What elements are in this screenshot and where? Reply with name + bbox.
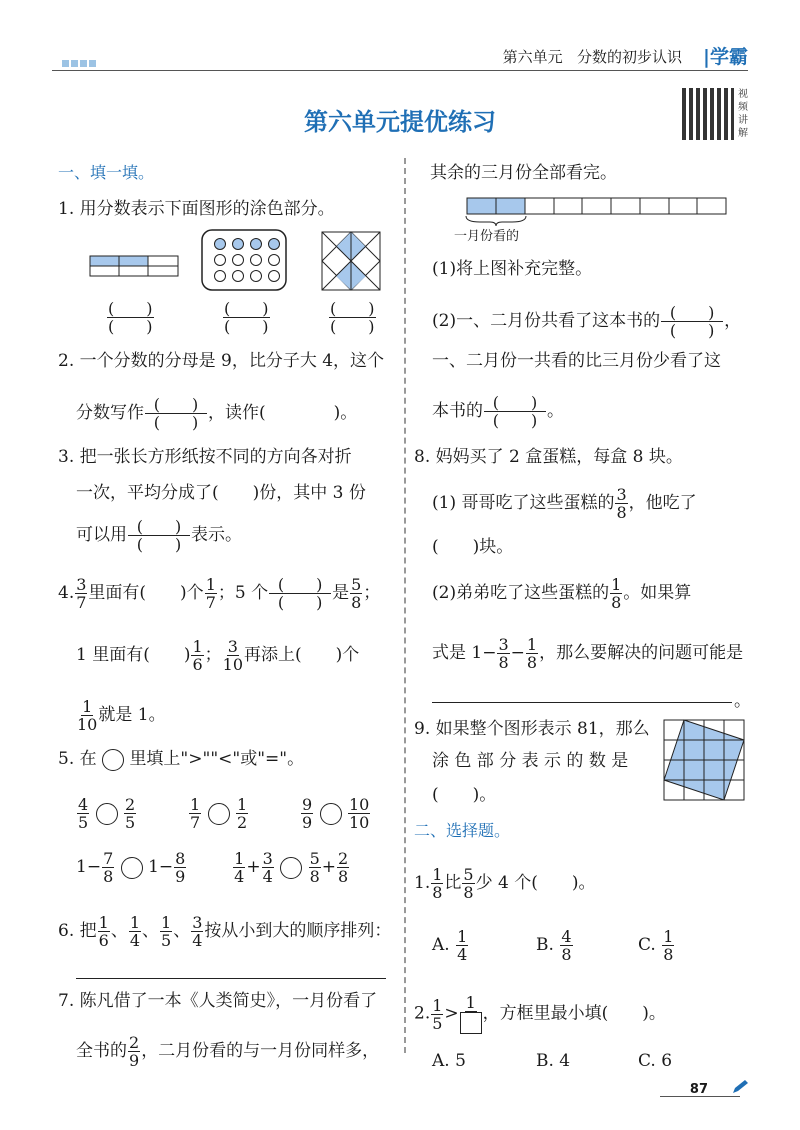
q7-sub1: (1)将上图补充完整。 xyxy=(432,259,593,279)
q8-end: 。 xyxy=(734,691,751,711)
q5-compare-circle[interactable] xyxy=(96,803,118,825)
q1-answer-1[interactable]: ( ) ( ) xyxy=(108,299,153,336)
q5-row2: 1− $\frac{7}{8}$ 1− $\frac{8}{9}$ $\frac{1}{4}$ + $\frac{3}{4}$ $\frac{5}{8}$ + $\frac{2}{8}$ xyxy=(76,849,349,886)
q4-fraction-blank[interactable]: ( ) ( ) xyxy=(269,576,331,611)
q2-line2: 分数写作 ( ) ( ) ，读作( )。 xyxy=(76,395,358,432)
q7-line3: 其余的三月份全部看完。 xyxy=(430,163,617,183)
q1-answer-2[interactable]: ( ) ( ) xyxy=(224,299,269,336)
q1-figures xyxy=(88,226,388,298)
c1-option-b[interactable]: B. $\frac{4}{8}$ xyxy=(536,927,572,964)
c1-option-c[interactable]: C. $\frac{1}{8}$ xyxy=(638,927,674,964)
q2-fraction-blank[interactable]: ( ) ( ) xyxy=(145,396,207,431)
q3-line2: 一次，平均分成了( )份，其中 3 份 xyxy=(76,483,366,503)
q5-text: 5. 在 里填上">""<"或"="。 xyxy=(58,749,305,769)
figure-rect-strip xyxy=(90,256,178,276)
q1-text: 1. 用分数表示下面图形的涂色部分。 xyxy=(58,199,335,219)
q5-row1: $\frac{4}{5}$ $\frac{2}{5}$ $\frac{1}{7}$ $\frac{1}{2}$ $\frac{9}{9}$ $\frac{10}{10}$ xyxy=(78,795,370,832)
c2-question: 2. $\frac{1}{5}$ > 1 ，方框里最小填( )。 xyxy=(414,993,666,1033)
q4-line2: 1 里面有( ) $\frac{1}{6}$ ； $\frac{3}{10}$ 再添上( )个 xyxy=(76,637,360,674)
q7-strip-label: 一月份看的 xyxy=(454,229,520,244)
q8-text: 8. 妈妈买了 2 盒蛋糕，每盒 8 块。 xyxy=(414,447,683,467)
q2-line1: 2. 一个分数的分母是 9，比分子大 4，这个 xyxy=(58,351,385,371)
page-number: 87 xyxy=(689,1082,708,1097)
c1-option-a[interactable]: A. $\frac{1}{4}$ xyxy=(432,927,468,964)
q5-compare-circle[interactable] xyxy=(320,803,342,825)
q8-sub1: (1) 哥哥吃了这些蛋糕的 $\frac{3}{8}$ ，他吃了 xyxy=(432,485,697,522)
q4-line3: $\frac{1}{10}$ 就是 1。 xyxy=(77,697,166,734)
q3-fraction-blank[interactable]: ( ) ( ) xyxy=(128,518,190,553)
section-2-heading: 二、选择题。 xyxy=(414,821,511,840)
q7-sub2-line2: 一、二月份一共看的比三月份少看了这 xyxy=(432,351,721,371)
figure-circles-box xyxy=(202,230,286,290)
q7-fraction-blank-2[interactable]: ( ) ( ) xyxy=(484,394,546,429)
q7-sub2-line1: (2)一、二月份共看了这本书的 ( ) ( ) ， xyxy=(432,303,742,340)
figure-square-diamond xyxy=(322,232,380,290)
page-title: 第六单元提优练习 xyxy=(304,108,496,136)
q9-line3: ( )。 xyxy=(432,785,497,805)
q7-line1: 7. 陈凡借了一本《人类简史》，一月份看了 xyxy=(58,991,378,1011)
q3-line1: 3. 把一张长方形纸按不同的方向各对折 xyxy=(58,447,352,467)
brand-logo: |学霸 xyxy=(703,46,748,68)
q5-compare-circle[interactable] xyxy=(280,857,302,879)
q9-line1: 9. 如果整个图形表示 81，那么 xyxy=(414,719,650,739)
q8-sub2-line2: 式是 1− $\frac{3}{8}$ − $\frac{1}{8}$ ，那么要解决的问题可能是 xyxy=(432,635,744,672)
header-unit: 第六单元 分数的初步认识 xyxy=(502,48,682,66)
q1-answer-3[interactable]: ( ) ( ) xyxy=(330,299,375,336)
c2-option-b[interactable]: B. 4 xyxy=(536,1051,571,1071)
q9-grid-figure xyxy=(662,718,748,804)
q5-circle-example xyxy=(102,749,124,771)
q4-line1: 4. $\frac{3}{7}$ 里面有( )个 $\frac{1}{7}$ ；5 个 ( ) ( ) 是 $\frac{5}{8}$ ； xyxy=(58,575,381,612)
q9-line2: 涂 色 部 分 表 示 的 数 是 xyxy=(432,751,629,771)
q8-sub1-answer: ( )块。 xyxy=(432,537,514,557)
q7-line2: 全书的 $\frac{2}{9}$ ，二月份看的与一月份同样多， xyxy=(76,1033,380,1070)
c2-option-c[interactable]: C. 6 xyxy=(638,1051,673,1071)
c2-answer-box[interactable] xyxy=(460,1012,482,1034)
q6-text: 6. 把 $\frac{1}{6}$ 、 $\frac{1}{4}$ 、 $\frac{1}{5}$ 、 $\frac{3}{4}$ 按从小到大的顺序排列： xyxy=(58,913,392,950)
section-1-heading: 一、填一填。 xyxy=(58,163,155,182)
header-rule xyxy=(52,70,748,71)
pencil-icon xyxy=(730,1078,750,1096)
column-divider xyxy=(404,158,406,1053)
c1-question: 1. $\frac{1}{8}$ 比 $\frac{5}{8}$ 少 4 个( )。 xyxy=(414,865,596,902)
q7-sub2-line3: 本书的 ( ) ( ) 。 xyxy=(432,393,564,430)
c2-option-a[interactable]: A. 5 xyxy=(432,1051,466,1071)
header-decoration xyxy=(62,52,98,71)
q7-fraction-blank-1[interactable]: ( ) ( ) xyxy=(661,304,723,339)
q5-compare-circle[interactable] xyxy=(208,803,230,825)
q6-answer-line[interactable] xyxy=(76,978,386,979)
q8-answer-line[interactable] xyxy=(432,702,732,703)
q3-line3: 可以用 ( ) ( ) 表示。 xyxy=(76,517,242,554)
q8-sub2: (2)弟弟吃了这些蛋糕的 $\frac{1}{8}$ 。如果算 xyxy=(432,575,692,612)
qr-label: 视频讲解 xyxy=(738,89,748,139)
q5-compare-circle[interactable] xyxy=(121,857,143,879)
